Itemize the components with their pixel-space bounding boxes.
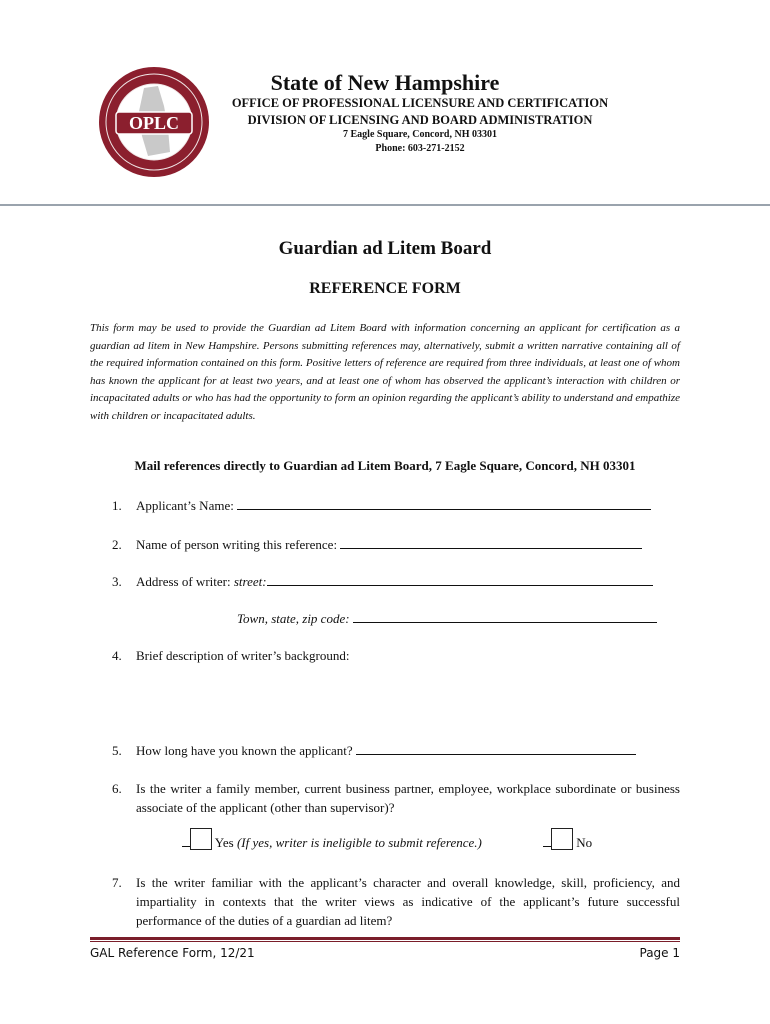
writer-background-field[interactable] (136, 668, 680, 734)
office-address: 7 Eagle Square, Concord, NH 03301 (343, 129, 497, 140)
town-state-zip-field[interactable] (353, 609, 657, 623)
board-title: Guardian ad Litem Board (278, 238, 492, 259)
known-duration-field[interactable] (356, 741, 636, 755)
question-label: Address of writer: (136, 574, 231, 589)
question-label: Applicant’s Name: (136, 498, 234, 513)
street-label: street: (233, 574, 267, 589)
applicant-name-field[interactable] (237, 496, 651, 510)
question-number: 6. (112, 781, 122, 796)
question-number: 7. (112, 875, 122, 890)
yes-checkbox[interactable] (190, 828, 212, 850)
question-relationship (112, 779, 680, 817)
option-yes (182, 828, 482, 851)
mail-notice: Mail references directly to Guardian ad Litem Board, 7 Eagle Square, Concord, NH 03301 (134, 458, 636, 473)
question-number: 2. (112, 537, 122, 552)
question-applicant-name (112, 496, 651, 514)
header-divider (0, 204, 770, 206)
no-checkbox[interactable] (551, 828, 573, 850)
footer-rule (90, 937, 680, 940)
question-writer-name (112, 535, 642, 553)
footer-rule-thin (90, 941, 680, 942)
no-label: No (576, 835, 593, 850)
intro-paragraph: This form may be used to provide the Guardian ad Litem Board with information concerning an applicant for certification as a guardian ad litem in New Hampshire. Persons submitting references may, alternatively, submit a written narrative containing all of the required information contained on this form. Positive letters of reference are required from three individuals, at least one of whom has known the applicant for at least two years, and at least one of whom has observed the applicant’s interaction with children or incapacitated adults or who has had the opportunity to form an opinion regarding the applicant’s ability to understand and empathize with children or incapacitated adults. (90, 322, 680, 422)
svg-text:OPLC: OPLC (128, 113, 180, 133)
office-phone: Phone: 603-271-2152 (375, 143, 465, 154)
street-field[interactable] (267, 572, 653, 586)
question-label: How long have you known the applicant? (136, 743, 353, 758)
question-label: Brief description of writer’s background: (136, 648, 350, 663)
town-label: Town, state, zip code: (237, 611, 350, 626)
footer-page-number: Page 1 (639, 946, 680, 960)
question-label: Name of person writing this reference: (136, 537, 338, 552)
question-number: 4. (112, 648, 122, 663)
question-label: Is the writer a family member, current business partner, employee, workplace subordinate or business associate of the applicant (other than supervisor)? (136, 781, 680, 815)
state-title: State of New Hampshire (270, 70, 500, 95)
footer-form-id: GAL Reference Form, 12/21 (90, 946, 255, 960)
question-familiarity (112, 873, 680, 930)
question-number: 1. (112, 498, 122, 513)
question-number: 3. (112, 574, 122, 589)
option-no (543, 828, 592, 851)
division-name: DIVISION OF LICENSING AND BOARD ADMINISTRATION (247, 113, 593, 127)
form-title: REFERENCE FORM (309, 280, 461, 297)
town-state-zip-row (237, 609, 657, 627)
question-writer-address (112, 572, 653, 590)
question-writer-background (112, 648, 349, 664)
question-known-duration (112, 741, 636, 759)
question-number: 5. (112, 743, 122, 758)
office-name: OFFICE OF PROFESSIONAL LICENSURE AND CERTIFICATION (231, 96, 609, 110)
question-label: Is the writer familiar with the applicant’s character and overall knowledge, skill, proficiency, and impartiality in contexts that the writer views as indicative of the applicant’s future successful performance of the duties of a guardian ad litem? (136, 875, 680, 928)
writer-name-field[interactable] (340, 535, 642, 549)
yes-note: (If yes, writer is ineligible to submit reference.) (236, 835, 482, 850)
yes-label: Yes (214, 835, 234, 850)
